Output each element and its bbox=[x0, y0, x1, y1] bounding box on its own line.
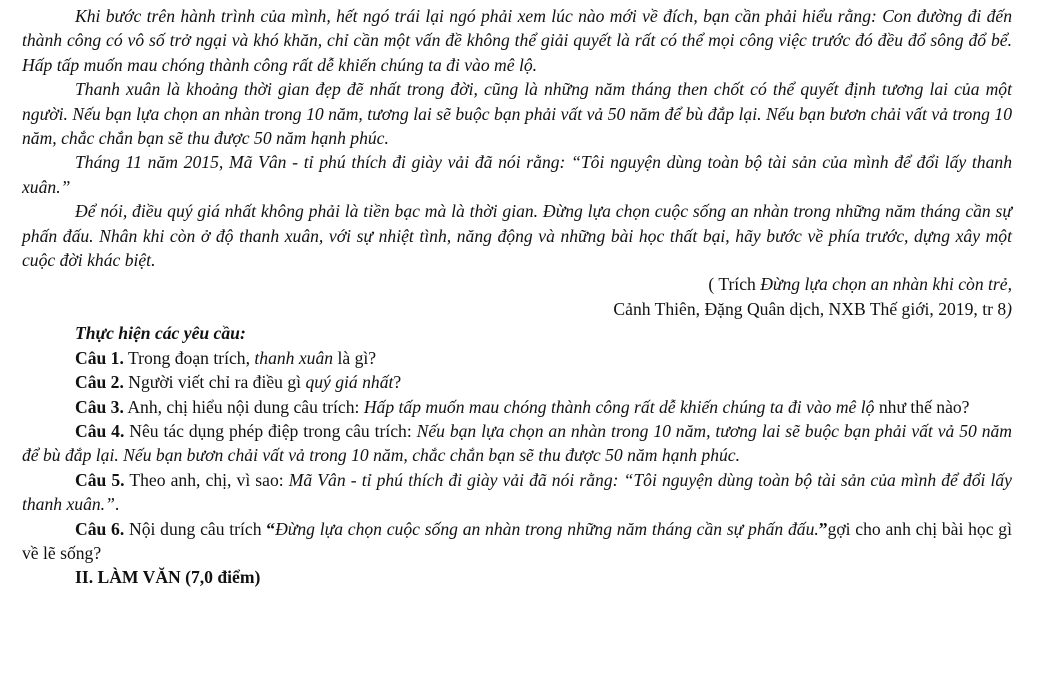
question-3-end: như thế nào? bbox=[874, 396, 970, 417]
source-citation-line-2 bbox=[22, 297, 1012, 321]
question-2-italic: quý giá nhất bbox=[305, 372, 394, 393]
question-1-italic: thanh xuân bbox=[254, 347, 334, 368]
question-3-label: Câu 3. bbox=[75, 396, 124, 417]
question-5-label: Câu 5. bbox=[75, 469, 125, 490]
question-6-text: Nội dung câu trích bbox=[124, 518, 267, 539]
question-6-italic: Đừng lựa chọn cuộc sống an nhàn trong những năm tháng cần sự phấn đấu. bbox=[275, 518, 819, 539]
question-5-italic: Mã Vân - tỉ phú thích đi giày vải đã nói rằng: “Tôi nguyện dùng toàn bộ tài sản của mình để đổi lấy thanh xuân.” bbox=[22, 469, 1012, 515]
question-3-italic: Hấp tấp muốn mau chóng thành công rất dễ khiến chúng ta đi vào mê lộ bbox=[363, 396, 875, 417]
question-4-text: Nêu tác dụng phép điệp trong câu trích: bbox=[124, 420, 417, 441]
passage-paragraph-1: Khi bước trên hành trình của mình, hết ngó trái lại ngó phải xem lúc nào mới về đích, bạn cần phải hiểu rằng: Con đường đi đến thành công có vô số trở ngại và khó khăn, chỉ cần một vấn đề không thể giải quyết là rất có thể mọi công việc trước đó đều đổ sông đổ bể. Hấp tấp muốn mau chóng thành công rất dễ khiến chúng ta đi vào mê lộ. bbox=[22, 6, 1012, 75]
passage-paragraph-3: Tháng 11 năm 2015, Mã Vân - tỉ phú thích đi giày vải đã nói rằng: “Tôi nguyện dùng toàn bộ tài sản của mình để đổi lấy thanh xuân.” bbox=[22, 152, 1012, 197]
source-citation-line-1 bbox=[22, 272, 1012, 296]
question-1-text: Trong đoạn trích, bbox=[123, 347, 255, 368]
source-prefix: ( Trích bbox=[708, 274, 761, 295]
question-4-italic: Nếu bạn lựa chọn an nhàn trong 10 năm, tương lai sẽ buộc bạn phải vất vả 50 năm để bù đắp lại. Nếu bạn bươn chải vất vả trong 10 năm, chắc chắn bạn sẽ thu được 50 năm hạnh phúc. bbox=[22, 420, 1012, 466]
question-4-label: Câu 4. bbox=[75, 420, 125, 441]
source-close-paren: ) bbox=[1006, 298, 1012, 319]
question-6 bbox=[22, 517, 1012, 566]
question-3 bbox=[22, 395, 1012, 419]
question-4 bbox=[22, 419, 1012, 468]
question-2-end: ? bbox=[393, 372, 402, 393]
question-6-quote-open: “ bbox=[266, 518, 276, 539]
passage-paragraph-4: Để nói, điều quý giá nhất không phải là tiền bạc mà là thời gian. Đừng lựa chọn cuộc sống an nhàn trong những năm tháng cần sự phấn đấu. Nhân khi còn ở độ thanh xuân, với sự nhiệt tình, năng động và những bài học thất bại, hãy bước về phía trước, dựng xây một cuộc đời khác biệt. bbox=[22, 201, 1012, 271]
question-5-text: Theo anh, chị, vì sao: bbox=[124, 469, 289, 490]
source-book-title: Đừng lựa chọn an nhàn khi còn trẻ, bbox=[760, 274, 1012, 295]
question-6-quote-close: ” bbox=[818, 518, 828, 539]
question-2 bbox=[22, 370, 1012, 394]
question-2-label: Câu 2. bbox=[75, 372, 124, 393]
question-3-text: Anh, chị hiểu nội dung câu trích: bbox=[123, 396, 364, 417]
tasks-heading: Thực hiện các yêu cầu: bbox=[75, 323, 246, 344]
source-publisher: Cảnh Thiên, Đặng Quân dịch, NXB Thế giới, 2019, tr 8 bbox=[613, 298, 1007, 319]
question-6-end: gợi cho anh chị bài học gì về lẽ sống? bbox=[22, 518, 1012, 563]
question-5 bbox=[22, 468, 1012, 517]
document-page bbox=[22, 4, 1012, 588]
question-2-text: Người viết chỉ ra điều gì bbox=[123, 372, 306, 393]
question-1-end: là gì? bbox=[333, 347, 377, 368]
next-section-heading-cut: II. LÀM VĂN (7,0 điểm) bbox=[75, 567, 261, 588]
question-1 bbox=[22, 346, 1012, 370]
question-1-label: Câu 1. bbox=[75, 347, 124, 368]
question-5-end: . bbox=[114, 494, 120, 515]
passage-paragraph-2: Thanh xuân là khoảng thời gian đẹp đẽ nhất trong đời, cũng là những năm tháng then chốt có thể quyết định tương lai của một người. Nếu bạn lựa chọn an nhàn trong 10 năm, tương lai sẽ buộc bạn phải vất vả 50 năm để bù đắp lại. Nếu bạn bươn chải vất vả trong 10 năm, chắc chắn bạn sẽ thu được 50 năm hạnh phúc. bbox=[22, 79, 1012, 149]
question-6-label: Câu 6. bbox=[75, 518, 125, 539]
